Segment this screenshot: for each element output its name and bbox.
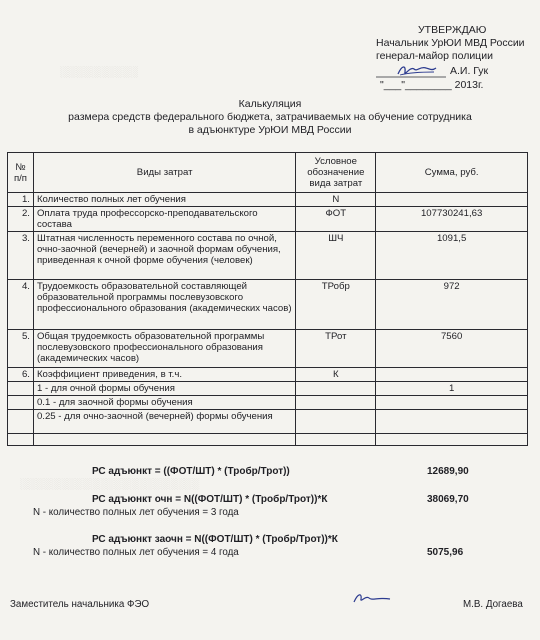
formula-3-value: 5075,96 bbox=[427, 547, 464, 558]
table-row bbox=[8, 382, 528, 396]
handwritten-signature-2 bbox=[352, 591, 392, 605]
formula-2: РС адъюнкт очн = N((ФОТ/ШТ) * (Тробр/Трот))*К bbox=[92, 494, 328, 505]
table-row bbox=[8, 207, 528, 232]
table-row bbox=[8, 330, 528, 368]
row-description: 0.25 - для очно-заочной (вечерней) формы обучения bbox=[33, 410, 295, 434]
header-amount: Сумма, руб. bbox=[376, 153, 528, 193]
row-value bbox=[376, 396, 528, 410]
formula-1-value: 12689,90 bbox=[427, 466, 469, 477]
title-line1: Калькуляция bbox=[238, 98, 302, 110]
header-num: № п/п bbox=[8, 153, 34, 193]
row-number: 4. bbox=[8, 280, 34, 330]
row-code: ТРот bbox=[296, 330, 376, 368]
row-number bbox=[8, 434, 34, 446]
row-description bbox=[33, 434, 295, 446]
row-value bbox=[376, 193, 528, 207]
footer-name: М.В. Догаева bbox=[463, 599, 523, 610]
table-row bbox=[8, 396, 528, 410]
approval-signer: А.И. Гук bbox=[450, 64, 489, 77]
row-value: 1 bbox=[376, 382, 528, 396]
formula-2-value: 38069,70 bbox=[427, 494, 469, 505]
row-number: 1. bbox=[8, 193, 34, 207]
row-description: Оплата труда профессорско-преподавательского состава bbox=[33, 207, 295, 232]
row-number: 2. bbox=[8, 207, 34, 232]
approval-line2: генерал-майор полиции bbox=[376, 50, 493, 62]
row-number: 6. bbox=[8, 368, 34, 382]
row-code: N bbox=[296, 193, 376, 207]
title-line3: в адъюнктуре УрЮИ МВД России bbox=[188, 124, 352, 136]
row-description: Трудоемкость образовательной составляющей образовательной программы послевузовского профессионального образования (академических часов) bbox=[33, 280, 295, 330]
table-row bbox=[8, 280, 528, 330]
title-line2: размера средств федерального бюджета, затрачиваемых на обучение сотрудника bbox=[68, 111, 472, 123]
row-value: 7560 bbox=[376, 330, 528, 368]
row-value bbox=[376, 368, 528, 382]
row-code: ФОТ bbox=[296, 207, 376, 232]
formula-2-note: N - количество полных лет обучения = 3 года bbox=[33, 507, 239, 518]
approval-date: "___"________ 2013г. bbox=[380, 79, 484, 91]
row-code bbox=[296, 410, 376, 434]
row-value: 972 bbox=[376, 280, 528, 330]
row-code bbox=[296, 382, 376, 396]
row-number: 5. bbox=[8, 330, 34, 368]
row-description: Количество полных лет обучения bbox=[33, 193, 295, 207]
row-description: 0.1 - для заочной формы обучения bbox=[33, 396, 295, 410]
handwritten-signature bbox=[376, 63, 446, 79]
table-row bbox=[8, 410, 528, 434]
header-description: Виды затрат bbox=[33, 153, 295, 193]
approval-block bbox=[376, 24, 525, 92]
table-row bbox=[8, 193, 528, 207]
table-row bbox=[8, 232, 528, 280]
row-value: 107730241,63 bbox=[376, 207, 528, 232]
row-code bbox=[296, 434, 376, 446]
row-code: К bbox=[296, 368, 376, 382]
row-value bbox=[376, 410, 528, 434]
row-value: 1091,5 bbox=[376, 232, 528, 280]
footer-position: Заместитель начальника ФЭО bbox=[10, 599, 150, 610]
row-description: Коэффициент приведения, в т.ч. bbox=[33, 368, 295, 382]
table-row bbox=[8, 434, 528, 446]
signature-line bbox=[376, 63, 525, 79]
row-code: ТРобр bbox=[296, 280, 376, 330]
bleed-through-text: ░░░░░░░░░░ bbox=[60, 66, 138, 78]
bleed-through-text: ░░░░░░░░░░░░░░░░░░░░░░░ bbox=[20, 478, 200, 490]
row-description: Общая трудоемкость образовательной программы послевузовского профессионального образования (академических часов) bbox=[33, 330, 295, 368]
approval-title: УТВЕРЖДАЮ bbox=[418, 24, 487, 36]
calculation-table bbox=[7, 152, 528, 446]
row-description: Штатная численность переменного состава по очной, очно-заочной (вечерней) и заочной формам обучения, приведенная к очной форме обучения (человек) bbox=[33, 232, 295, 280]
table-row bbox=[8, 368, 528, 382]
row-number bbox=[8, 410, 34, 434]
formula-1: РС адъюнкт = ((ФОТ/ШТ) * (Тробр/Трот)) bbox=[92, 466, 290, 477]
formula-3: РС адъюнкт заочн = N((ФОТ/ШТ) * (Тробр/Трот))*К bbox=[92, 534, 338, 545]
row-description: 1 - для очной формы обучения bbox=[33, 382, 295, 396]
row-number bbox=[8, 382, 34, 396]
row-value bbox=[376, 434, 528, 446]
header-code: Условное обозначение вида затрат bbox=[296, 153, 376, 193]
document-title bbox=[40, 98, 500, 137]
row-number: 3. bbox=[8, 232, 34, 280]
row-number bbox=[8, 396, 34, 410]
approval-line1: Начальник УрЮИ МВД России bbox=[376, 37, 525, 49]
row-code: ШЧ bbox=[296, 232, 376, 280]
row-code bbox=[296, 396, 376, 410]
formula-3-note: N - количество полных лет обучения = 4 года bbox=[33, 547, 239, 558]
table-header-row bbox=[8, 153, 528, 193]
